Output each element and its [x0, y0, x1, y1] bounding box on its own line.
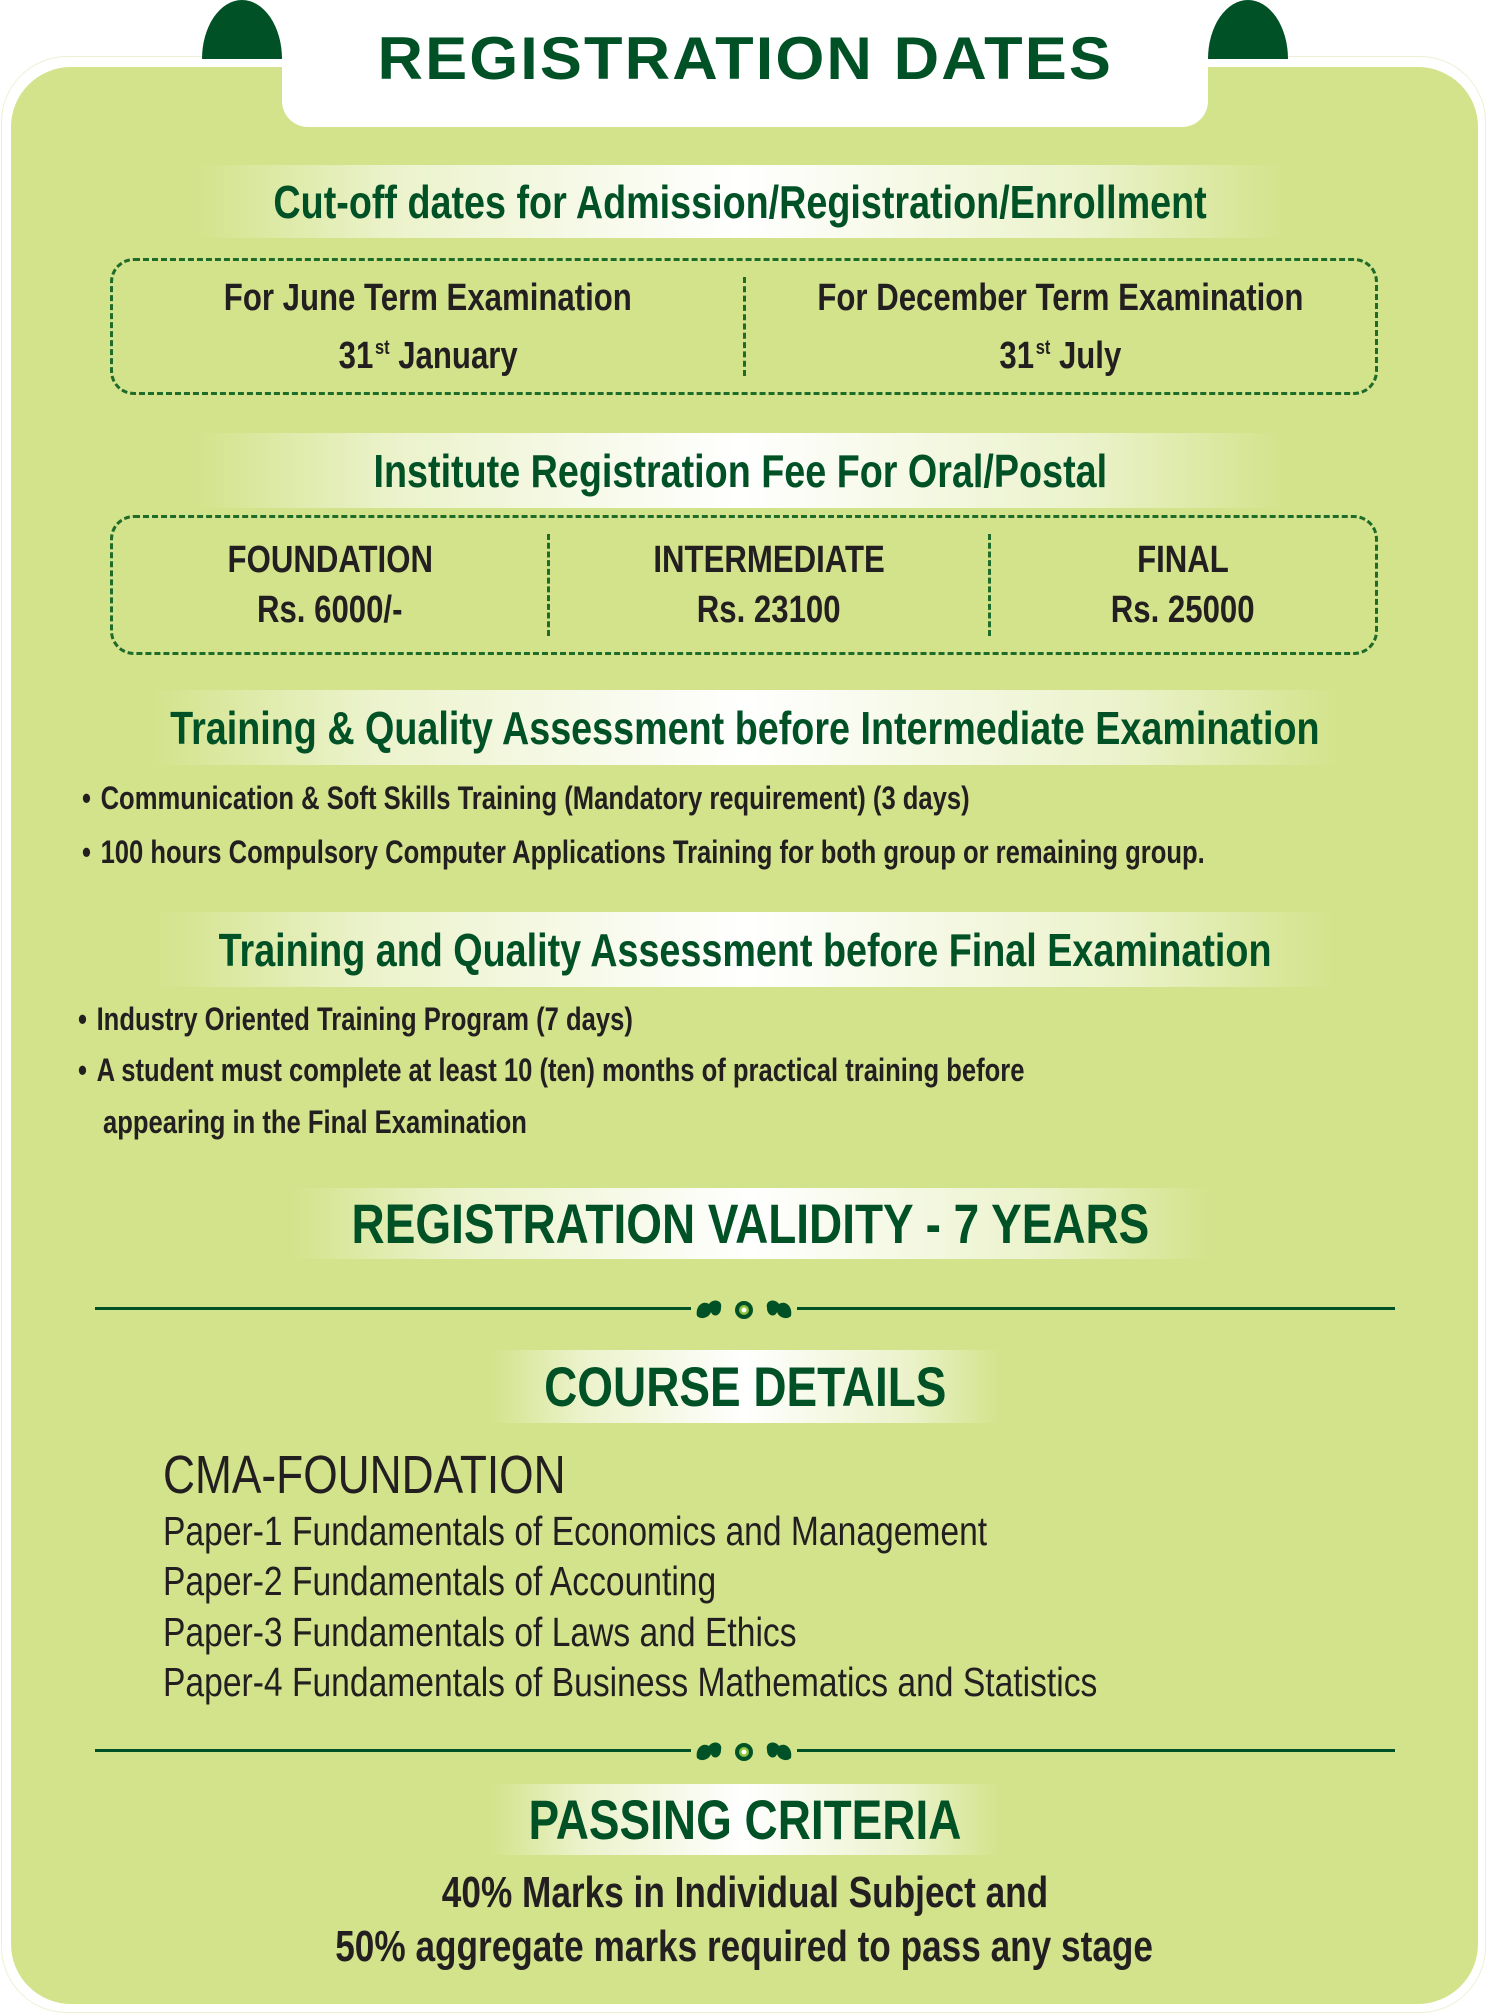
course-paper: Paper-1 Fundamentals of Economics and Management — [163, 1508, 988, 1554]
june-term-date — [338, 323, 517, 381]
passing-criteria-text: 40% Marks in Individual Subject and — [441, 1868, 1048, 1917]
fee-intermediate-cell — [550, 518, 988, 652]
fee-foundation-cell — [113, 518, 547, 652]
divider-line — [797, 1307, 1395, 1310]
intermediate-training-heading: Training & Quality Assessment before Intermediate Examination — [170, 701, 1320, 754]
item-text: 100 hours Compulsory Computer Applications Training for both group or remaining group. — [100, 834, 1205, 870]
final-training-item — [78, 1001, 633, 1038]
fee-final-label: FINAL — [1137, 539, 1229, 581]
december-term-cell — [746, 261, 1376, 392]
bullet-icon: • — [82, 780, 91, 816]
course-paper: Paper-3 Fundamentals of Laws and Ethics — [163, 1609, 797, 1655]
course-details-heading: COURSE DETAILS — [543, 1355, 947, 1418]
bullet-icon: • — [78, 1001, 87, 1037]
fee-final-amount: Rs. 25000 — [1111, 589, 1255, 631]
final-training-heading: Training and Quality Assessment before Final Examination — [218, 923, 1272, 976]
floral-ornament-icon — [691, 1294, 797, 1324]
registration-validity: REGISTRATION VALIDITY - 7 YEARS — [351, 1192, 1149, 1255]
left-tab-ear-decoration — [202, 0, 282, 59]
december-day-suffix: st — [1035, 336, 1051, 359]
ornamental-divider — [95, 1736, 1395, 1766]
title-tab — [282, 0, 1208, 127]
page-title: REGISTRATION DATES — [377, 25, 1113, 92]
june-day: 31 — [338, 334, 373, 377]
cutoff-dates-box — [110, 258, 1378, 395]
intermediate-training-item — [82, 834, 1205, 871]
item-text: A student must complete at least 10 (ten) months of practical training before — [96, 1052, 1025, 1088]
item-text: Communication & Soft Skills Training (Mandatory requirement) (3 days) — [100, 780, 970, 816]
course-program-title: CMA-FOUNDATION — [163, 1445, 566, 1505]
course-details-heading-band — [490, 1350, 1000, 1423]
fees-heading-band — [195, 433, 1285, 508]
final-training-item — [78, 1052, 1024, 1089]
passing-criteria-line — [0, 1868, 1489, 1918]
bullet-icon: • — [82, 834, 91, 870]
fee-intermediate-amount: Rs. 23100 — [697, 589, 841, 631]
june-term-cell — [113, 261, 743, 392]
cutoff-heading-band — [195, 165, 1285, 238]
item-text: Industry Oriented Training Program (7 days) — [96, 1001, 633, 1037]
intermediate-training-heading-band — [150, 690, 1340, 765]
fee-final-cell — [991, 518, 1375, 652]
june-term-label: For June Term Examination — [223, 276, 632, 319]
fee-foundation-label: FOUNDATION — [227, 539, 433, 581]
validity-band — [290, 1188, 1210, 1259]
ornamental-divider — [95, 1294, 1395, 1324]
december-month: July — [1058, 334, 1122, 377]
intermediate-training-item — [82, 780, 970, 817]
divider-line — [95, 1307, 691, 1310]
passing-criteria-heading-band — [490, 1784, 1000, 1855]
fee-foundation-amount: Rs. 6000/- — [257, 589, 403, 631]
december-term-label: For December Term Examination — [817, 276, 1304, 319]
right-tab-ear-decoration — [1208, 0, 1288, 59]
fees-heading: Institute Registration Fee For Oral/Postal — [373, 444, 1107, 497]
june-day-suffix: st — [374, 336, 390, 359]
passing-criteria-text: 50% aggregate marks required to pass any stage — [335, 1922, 1154, 1971]
item-text: appearing in the Final Examination — [103, 1104, 527, 1140]
bullet-icon: • — [78, 1052, 87, 1088]
divider-line — [797, 1749, 1395, 1752]
passing-criteria-heading: PASSING CRITERIA — [528, 1788, 962, 1851]
december-term-date — [999, 323, 1121, 381]
passing-criteria-line — [0, 1922, 1489, 1972]
fee-intermediate-label: INTERMEDIATE — [653, 539, 885, 581]
course-paper: Paper-4 Fundamentals of Business Mathematics and Statistics — [163, 1659, 1098, 1705]
june-month: January — [397, 334, 518, 377]
cutoff-heading: Cut-off dates for Admission/Registration/Enrollment — [273, 175, 1207, 228]
course-paper: Paper-2 Fundamentals of Accounting — [163, 1558, 717, 1604]
divider-line — [95, 1749, 691, 1752]
december-day: 31 — [999, 334, 1034, 377]
final-training-item-continuation — [103, 1104, 527, 1141]
final-training-heading-band — [155, 912, 1335, 987]
floral-ornament-icon — [691, 1736, 797, 1766]
fees-box — [110, 515, 1378, 655]
